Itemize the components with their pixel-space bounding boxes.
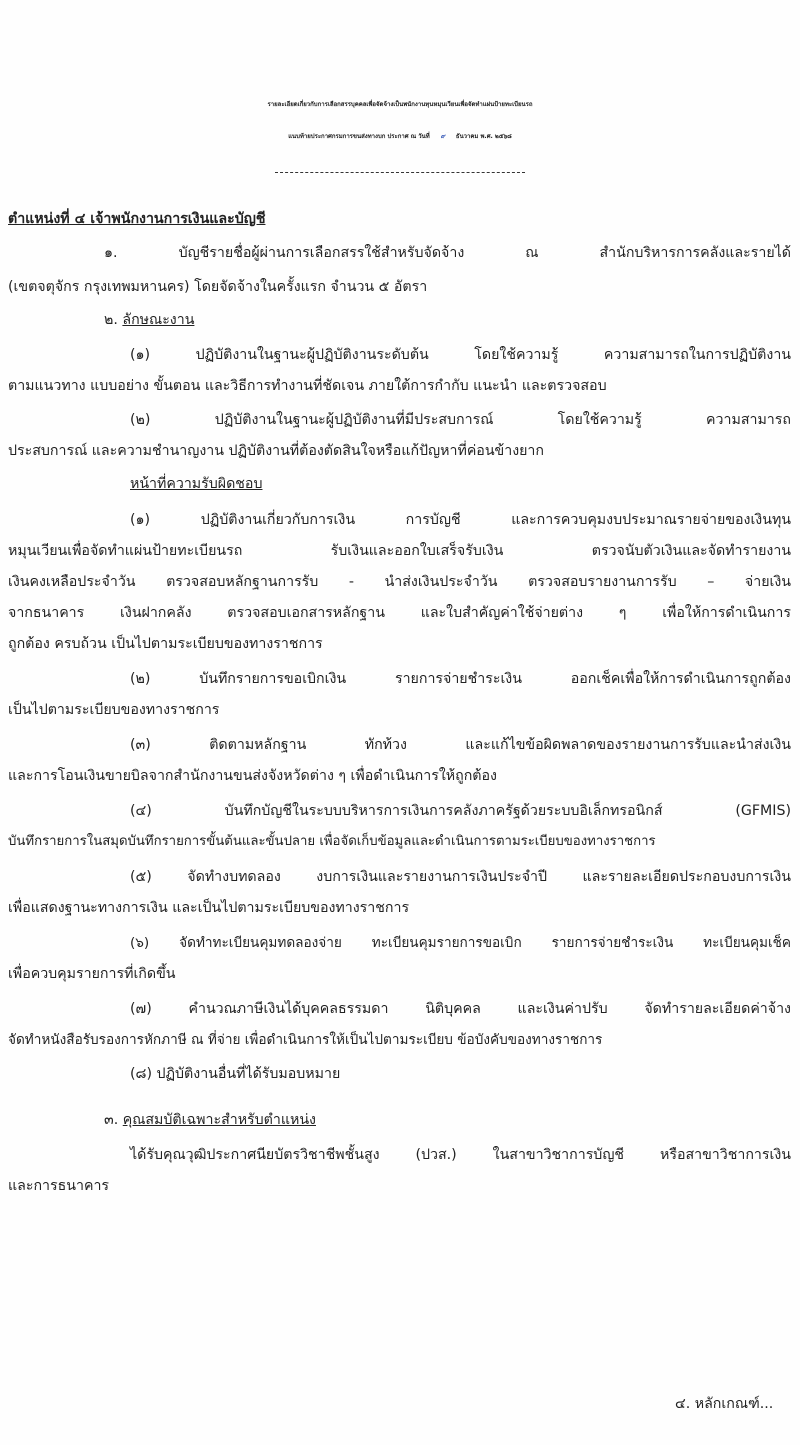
duties-heading: หน้าที่ความรับผิดชอบ: [130, 476, 263, 492]
duty1-line2: หมุนเวียนเพื่อจัดทำแผ่นป้ายทะเบียนรถ รับเงินและออกใบเสร็จรับเงิน ตรวจนับตัวเงินและจัดทำรายงาน: [8, 543, 791, 559]
section3-heading: [104, 1110, 316, 1130]
section3-title: คุณสมบัติเฉพาะสำหรับตำแหน่ง: [122, 1112, 316, 1128]
duty1-line5: ถูกต้อง ครบถ้วน เป็นไปตามระเบียบของทางราชการ: [8, 636, 323, 652]
duty3-line2: และการโอนเงินขายบิลจากสำนักงานขนส่งจังหวัดต่าง ๆ เพื่อดำเนินการให้ถูกต้อง: [8, 768, 497, 784]
section1-line1: ๑. บัญชีรายชื่อผู้ผ่านการเลือกสรรใช้สำหรับจัดจ้าง ณ สำนักบริหารการคลังและรายได้: [104, 245, 791, 261]
duty8-line1: (๘) ปฏิบัติงานอื่นที่ได้รับมอบหมาย: [130, 1066, 341, 1082]
title-prefix: แนบท้ายประกาศกรมการขนส่งทางบก ประกาศ ณ วันที่: [288, 133, 430, 140]
document-title-line1: รายละเอียดเกี่ยวกับการเลือกสรรบุคคลเพื่อจัดจ้างเป็นพนักงานทุนหมุนเวียนเพื่อจัดทำแผ่นป้ายทะเบียนรถ: [267, 101, 533, 108]
s2-p1-line1: (๑) ปฏิบัติงานในฐานะผู้ปฏิบัติงานระดับต้น โดยใช้ความรู้ ความสามารถในการปฏิบัติงาน: [130, 347, 791, 363]
section2-number: ๒.: [104, 312, 118, 328]
duty2-line1: (๒) บันทึกรายการขอเบิกเงิน รายการจ่ายชำระเงิน ออกเช็คเพื่อให้การดำเนินการถูกต้อง: [130, 671, 791, 687]
title-suffix: ธันวาคม พ.ศ. ๒๕๖๘: [455, 133, 512, 140]
section3-line2: และการธนาคาร: [8, 1178, 110, 1194]
duty1-line4: จากธนาคาร เงินฝากคลัง ตรวจสอบเอกสารหลักฐาน และใบสำคัญค่าใช้จ่ายต่าง ๆ เพื่อให้การดำเนินการ: [8, 605, 791, 621]
s2-p1-line2: ตามแนวทาง แบบอย่าง ขั้นตอน และวิธีการทำงานที่ชัดเจน ภายใต้การกำกับ แนะนำ และตรวจสอบ: [8, 378, 607, 394]
duty4-line2: บันทึกรายการในสมุดบันทึกรายการขั้นต้นและขั้นปลาย เพื่อจัดเก็บข้อมูลและดำเนินการตามระเบียบของทางราชการ: [8, 834, 656, 849]
duty4-line1: (๔) บันทึกบัญชีในระบบบริหารการเงินการคลังภาครัฐด้วยระบบอิเล็กทรอนิกส์ (GFMIS): [130, 803, 791, 819]
position-heading: ตำแหน่งที่ ๔ เจ้าพนักงานการเงินและบัญชี: [8, 211, 266, 227]
section3-line1: ได้รับคุณวุฒิประกาศนียบัตรวิชาชีพชั้นสูง (ปวส.) ในสาขาวิชาการบัญชี หรือสาขาวิชาการเงิน: [130, 1147, 791, 1163]
s2-p2-line2: ประสบการณ์ และความชำนาญงาน ปฏิบัติงานที่ต้องตัดสินใจหรือแก้ปัญหาที่ค่อนข้างยาก: [8, 443, 544, 459]
duty7-line1: (๗) คำนวณภาษีเงินได้บุคคลธรรมดา นิติบุคคล และเงินค่าปรับ จัดทำรายละเอียดค่าจ้าง: [130, 1001, 791, 1017]
duty1-line3: เงินคงเหลือประจำวัน ตรวจสอบหลักฐานการรับ - นำส่งเงินประจำวัน ตรวจสอบรายงานการรับ – จ่ายเงิน: [8, 574, 791, 590]
duty6-line1: (๖) จัดทำทะเบียนคุมทดลองจ่าย ทะเบียนคุมรายการขอเบิก รายการจ่ายชำระเงิน ทะเบียนคุมเช็ค: [130, 935, 791, 951]
section2-title: ลักษณะงาน: [122, 312, 195, 328]
next-page-marker: ๔. หลักเกณฑ์...: [675, 1396, 774, 1412]
duty5-line1: (๕) จัดทำงบทดลอง งบการเงินและรายงานการเงินประจำปี และรายละเอียดประกอบงบการเงิน: [130, 869, 791, 885]
duty6-line2: เพื่อควบคุมรายการที่เกิดขึ้น: [8, 966, 176, 982]
duty2-line2: เป็นไปตามระเบียบของทางราชการ: [8, 702, 220, 718]
document-title-line2: [0, 127, 800, 147]
s2-p2-line1: (๒) ปฏิบัติงานในฐานะผู้ปฏิบัติงานที่มีประสบการณ์ โดยใช้ความรู้ ความสามารถ: [130, 412, 791, 428]
section1-line2: (เขตจตุจักร กรุงเทพมหานคร) โดยจัดจ้างในครั้งแรก จำนวน ๕ อัตรา: [8, 279, 428, 295]
handwritten-date-day: ๙: [440, 133, 446, 140]
section2-heading: [104, 310, 194, 330]
duty1-line1: (๑) ปฏิบัติงานเกี่ยวกับการเงิน การบัญชี และการควบคุมงบประมาณรายจ่ายของเงินทุน: [130, 512, 791, 528]
dashed-divider: [275, 172, 525, 173]
section3-number: ๓.: [104, 1112, 119, 1128]
duty7-line2: จัดทำหนังสือรับรองการหักภาษี ณ ที่จ่าย เพื่อดำเนินการให้เป็นไปตามระเบียบ ข้อบังคับของทางราชการ: [8, 1032, 603, 1048]
duty5-line2: เพื่อแสดงฐานะทางการเงิน และเป็นไปตามระเบียบของทางราชการ: [8, 900, 410, 916]
duty3-line1: (๓) ติดตามหลักฐาน ทักท้วง และแก้ไขข้อผิดพลาดของรายงานการรับและนำส่งเงิน: [130, 737, 791, 753]
